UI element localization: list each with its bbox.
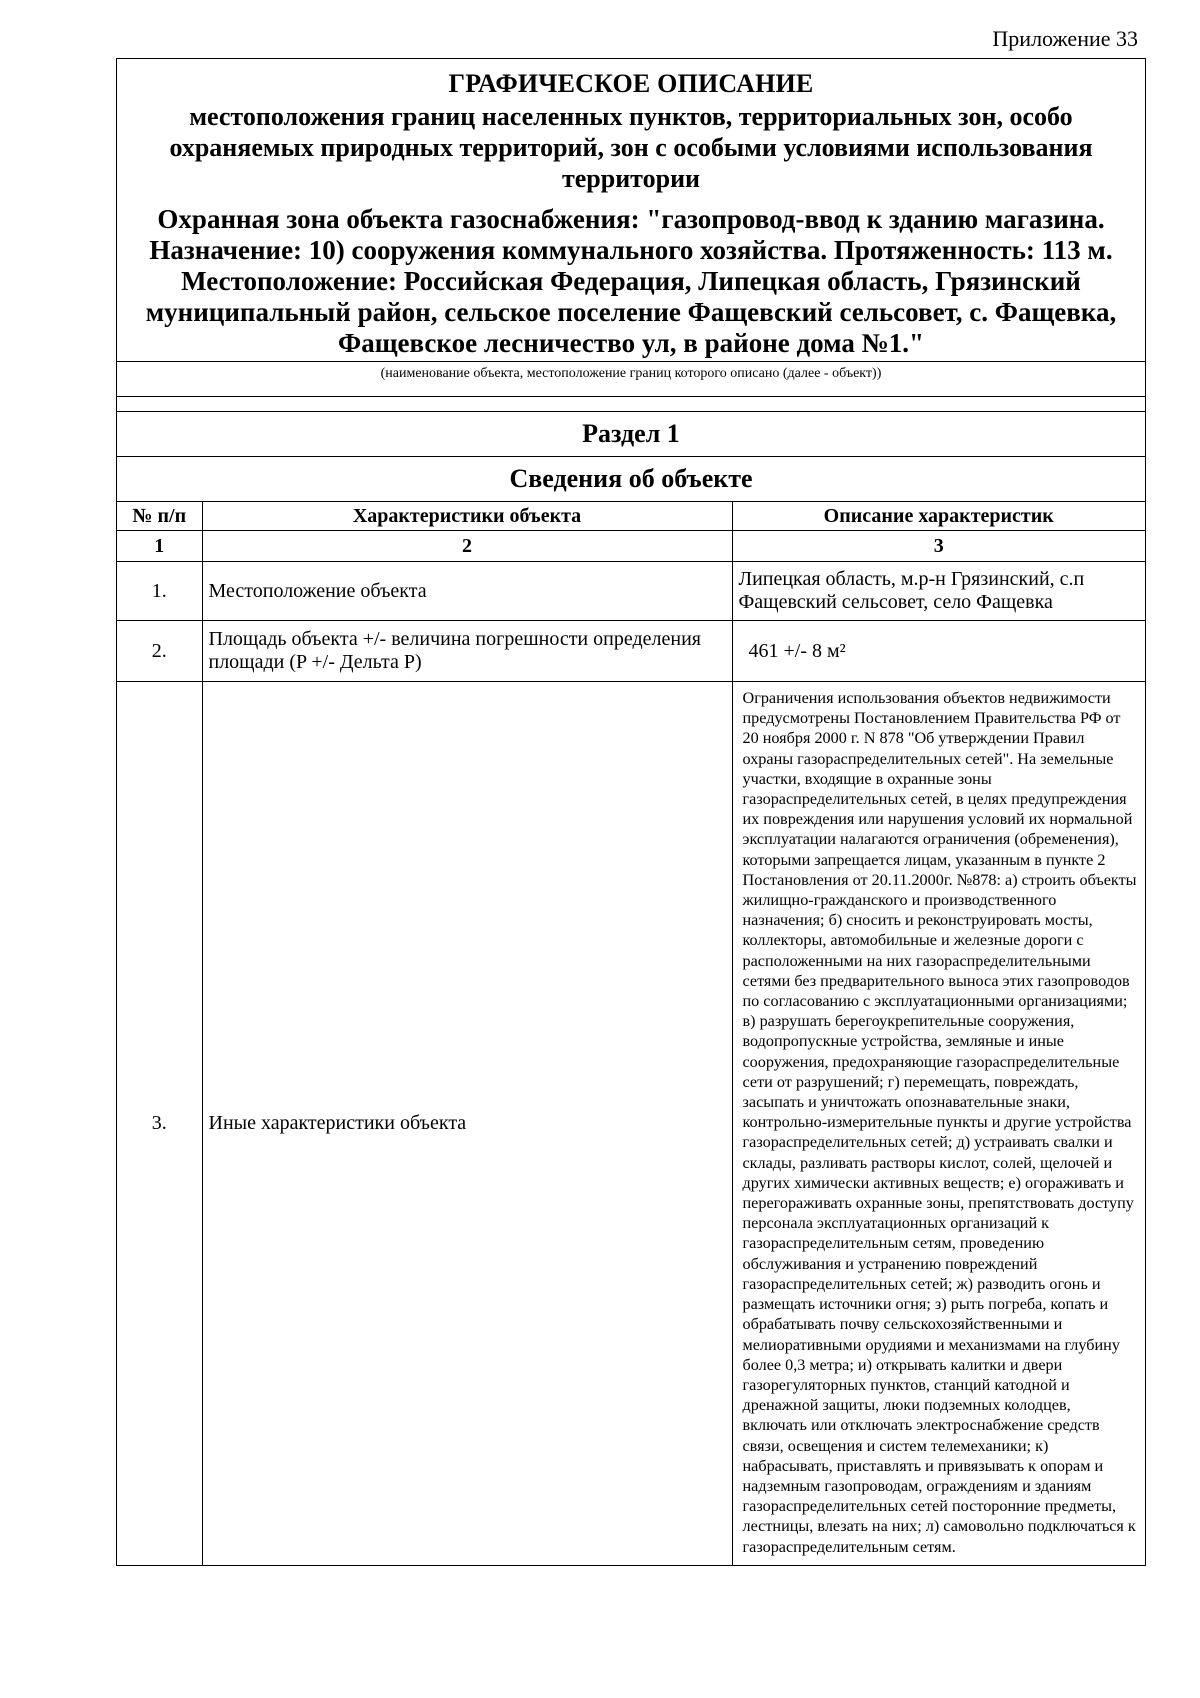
row-number: 1. xyxy=(117,562,202,621)
document-title: ГРАФИЧЕСКОЕ ОПИСАНИЕ xyxy=(448,69,814,98)
appendix-label: Приложение 33 xyxy=(992,26,1138,51)
header-characteristic: Характеристики объекта xyxy=(202,502,732,531)
object-info-table xyxy=(117,502,1145,1565)
table-row xyxy=(117,562,1145,621)
header-block xyxy=(117,59,1145,361)
row-description: Липецкая область, м.р-н Грязинский, с.п Фащевский сельсовет, село Фащевка xyxy=(732,562,1145,621)
row-characteristic: Иные характеристики объекта xyxy=(202,682,732,1565)
row-description: 461 +/- 8 м² xyxy=(732,621,1145,682)
table-index-row xyxy=(117,531,1145,562)
object-caption: (наименование объекта, местоположение границ которого описано (далее - объект)) xyxy=(117,362,1145,397)
table-row xyxy=(117,621,1145,682)
document-subtitle: местоположения границ населенных пунктов, территориальных зон, особо охраняемых природных территорий, зон с особыми условиями использования территории xyxy=(169,102,1093,193)
index-col-2: 2 xyxy=(202,531,732,562)
row-characteristic: Площадь объекта +/- величина погрешности определения площади (P +/- Дельта P) xyxy=(202,621,732,682)
section-subtitle: Сведения об объекте xyxy=(117,457,1145,502)
spacer-row xyxy=(117,397,1145,412)
index-col-1: 1 xyxy=(117,531,202,562)
section-title: Раздел 1 xyxy=(117,412,1145,457)
header-description: Описание характеристик xyxy=(732,502,1145,531)
table-row xyxy=(117,682,1145,1565)
row-characteristic: Местоположение объекта xyxy=(202,562,732,621)
header-number: № п/п xyxy=(117,502,202,531)
index-col-3: 3 xyxy=(732,531,1145,562)
row-number: 2. xyxy=(117,621,202,682)
table-header-row xyxy=(117,502,1145,531)
object-name: Охранная зона объекта газоснабжения: "газопровод-ввод к зданию магазина. Назначение: 10) сооружения коммунального хозяйства. Протяженность: 113 м. Местоположение: Российская Федерация, Липецкая область, Грязинский муниципальный район, сельское поселение Фащевский сельсовет, с. Фащевка, Фащевское лесничество ул, в районе дома №1." xyxy=(145,204,1117,358)
document-frame xyxy=(116,58,1146,1566)
row-description: Ограничения использования объектов недвижимости предусмотрены Постановлением Правительства РФ от 20 ноября 2000 г. N 878 "Об утверждении Правил охраны газораспределительных сетей". На земельные участки, входящие в охранные зоны газораспределительных сетей, в целях предупреждения их повреждения или нарушения условий их нормальной эксплуатации налагаются ограничения (обременения), которыми запрещается лицам, указанным в пункте 2 Постановления от 20.11.2000г. №878: а) строить объекты жилищно-гражданского и производственного назначения; б) сносить и реконструировать мосты, коллекторы, автомобильные и железные дороги с расположенными на них газораспределительными сетями без предварительного выноса этих газопроводов по согласованию с эксплуатационными организациями; в) разрушать берегоукрепительные сооружения, водопропускные устройства, земляные и иные сооружения, предохраняющие газораспределительные сети от разрушений; г) перемещать, повреждать, засыпать и уничтожать опознавательные знаки, контрольно-измерительные пункты и другие устройства газораспределительных сетей; д) устраивать свалки и склады, разливать растворы кислот, солей, щелочей и других химически активных веществ; е) огораживать и перегораживать охранные зоны, препятствовать доступу персонала эксплуатационных организаций к газораспределительным сетям, проведению обслуживания и устранению повреждений газораспределительных сетей; ж) разводить огонь и размещать источники огня; з) рыть погреба, копать и обрабатывать почву сельскохозяйственными и мелиоративными орудиями и механизмами на глубину более 0,3 метра; и) открывать калитки и двери газорегуляторных пунктов, станций катодной и дренажной защиты, люки подземных колодцев, включать или отключать электроснабжение средств связи, освещения и систем телемеханики; к) набрасывать, приставлять и привязывать к опорам и надземным газопроводам, ограждениям и зданиям газораспределительных сетей посторонние предметы, лестницы, влезать на них; л) самовольно подключаться к газораспределительным сетям. xyxy=(732,682,1145,1565)
row-number: 3. xyxy=(117,682,202,1565)
